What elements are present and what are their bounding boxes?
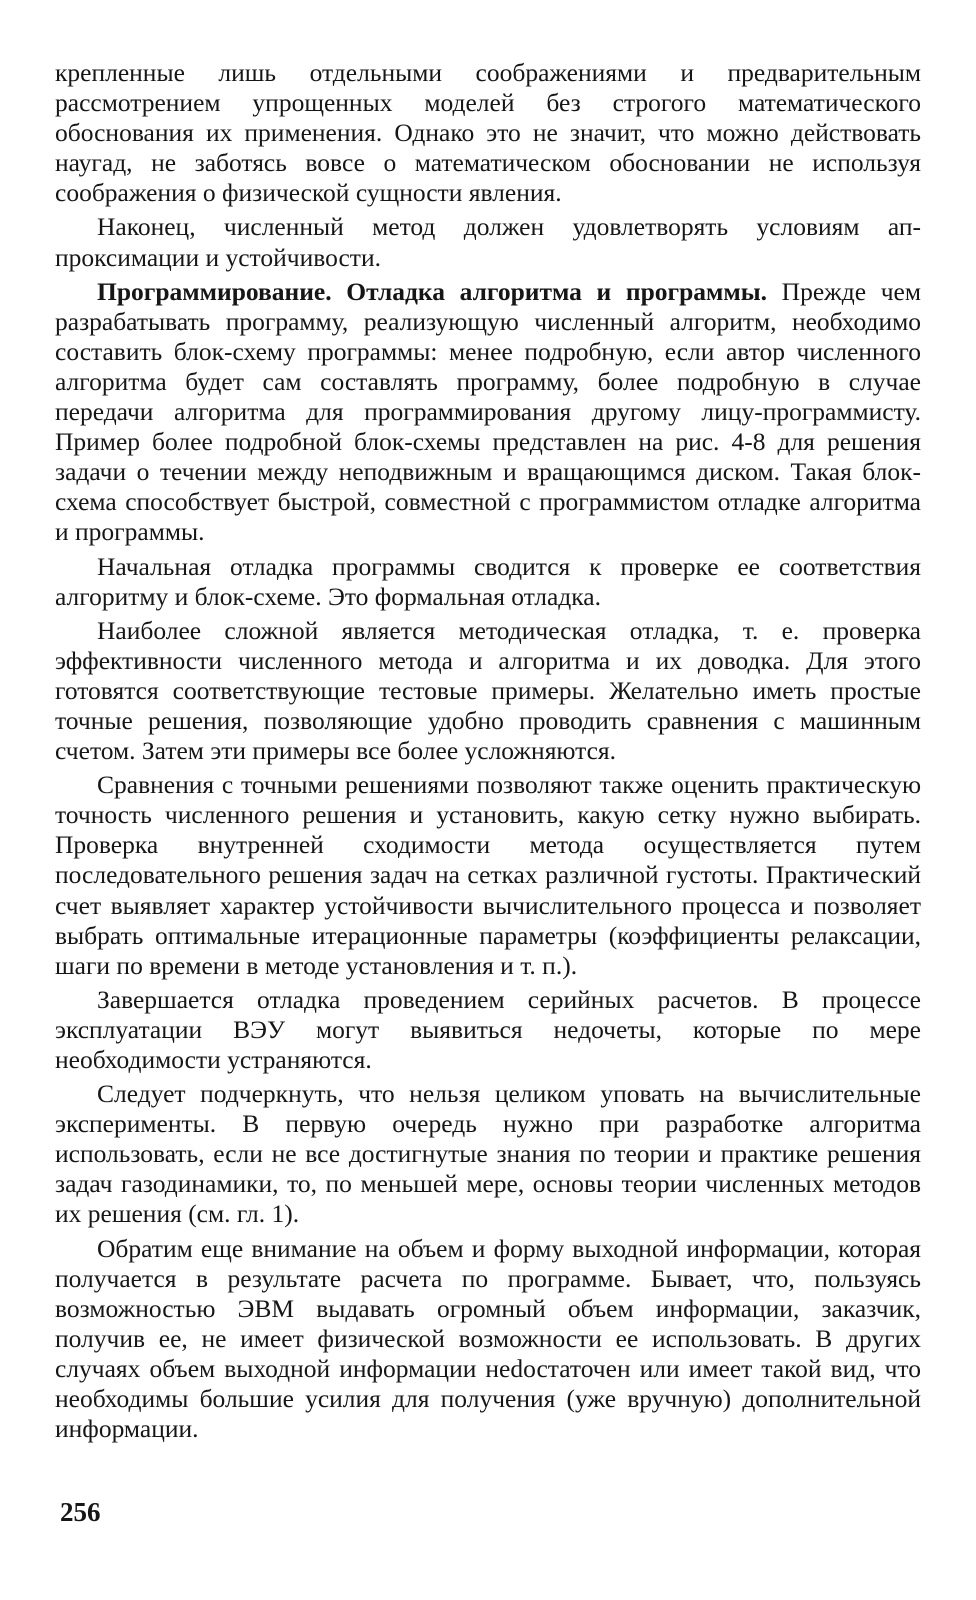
paragraph-formal-debugging: Начальная отладка программы сводится к проверке ее соответствия алгоритму и блок-схеме. Это формальная отладка. bbox=[55, 551, 921, 611]
section-text: Прежде чем разрабатывать программу, реализующую численный алгоритм, необходимо составить блок-схему программы: менее подробную, если автор численного алгоритма будет сам составлять программу, более подробную в случае передачи алгоритма для программирования другому лицу-программисту. Пример более подробной блок-схемы представлен на рис. 4-8 для решения задачи о течении между неподвижным и вращающимся диском. Такая блок-схема способствует быстрой, совместной с программистом отладке алгоритма и программы. bbox=[55, 276, 921, 547]
paragraph-exact-solutions: Сравнения с точными решениями позволяют также оценить практическую точность численного решения и установить, какую сетку нужно выбирать. Проверка внутренней сходимости метода осуществляется путем последовательного решения задач на сетках различной густоты. Практический счет выявляет характер устойчивости вычислительного процесса и позволяет выбрать оптимальные итерационные параметры (коэффициенты релаксации, шаги по времени в методе установления и т. п.). bbox=[55, 770, 921, 980]
paragraph-output-information: Обратим еще внимание на объем и форму выходной информации, которая получается в результате расчета по программе. Бывает, что, пользуясь возможностью ЭВМ выдавать огромный объем информации, заказчик, получив ее, не имеет физической возможности ее использовать. В других случаях объем выходной информации неdостаточен или имеет такой вид, что необходимы большие усилия для получения (уже вручную) дополнительной информации. bbox=[55, 1233, 921, 1444]
paragraph-approximation: Наконец, численный метод должен удовлетворять условиям аппроксимации и устойчивости. bbox=[55, 212, 921, 272]
paragraph-programming bbox=[55, 277, 921, 548]
paragraph-serial-calculations: Завершается отладка проведением серийных расчетов. В процессе эксплуатации ВЭУ могут выявиться недочеты, которые по мере необходимости устраняются. bbox=[55, 984, 921, 1074]
page-body bbox=[55, 58, 921, 1448]
section-heading: Программирование. Отладка алгоритма и программы. bbox=[97, 276, 768, 306]
paragraph-method-debugging: Наиболее сложной является методическая отладка, т. е. проверка эффективности численного метода и алгоритма и их доводка. Для этого готовятся соответствующие тестовые примеры. Желательно иметь простые точные решения, позволяющие удобно проводить сравнения с машинным счетом. Затем эти примеры все более усложняются. bbox=[55, 615, 921, 766]
paragraph-computational-experiments: Следует подчеркнуть, что нельзя целиком уповать на вычислительные эксперименты. В первую очередь нужно при разработке алгоритма использовать, если не все достигнутые знания по теории и практике решения задач газодинамики, то, по меньшей мере, основы теории численных методов их решения (см. гл. 1). bbox=[55, 1079, 921, 1229]
paragraph-continuation: крепленные лишь отдельными соображениями и предварительным рассмотрением упрощенных моделей без строгого математического обоснования их применения. Однако это не значит, что можно действовать наугад, не заботясь вовсе о математическом обосновании не используя соображения о физической сущности явления. bbox=[55, 58, 921, 208]
page-number: 256 bbox=[60, 1497, 101, 1527]
